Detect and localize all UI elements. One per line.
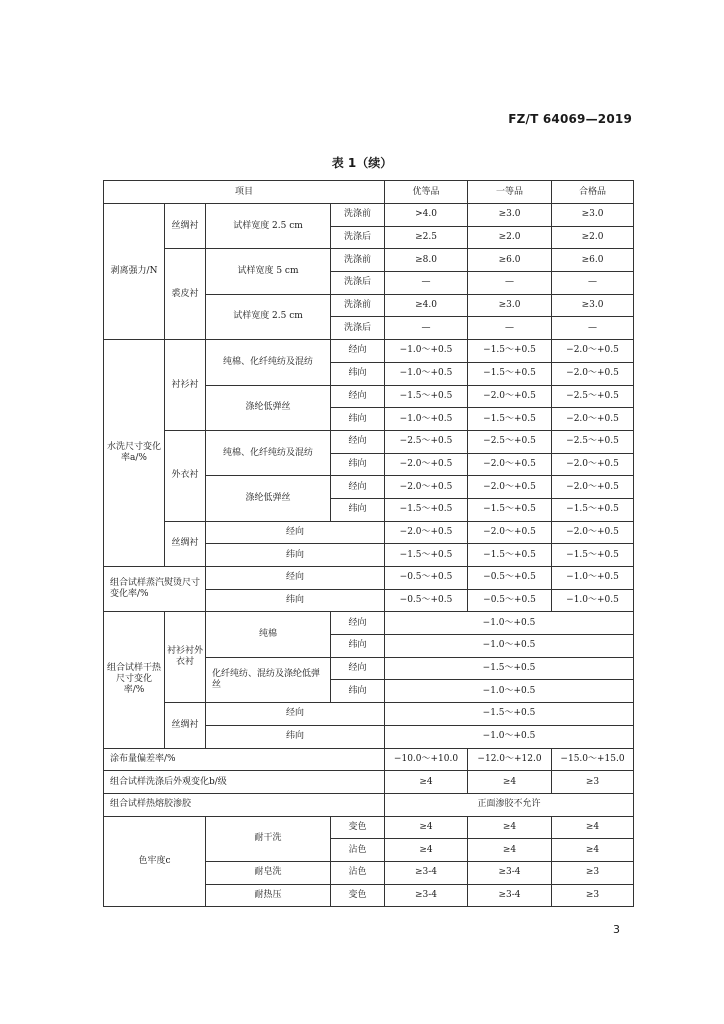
value-cell: −1.5～+0.5 bbox=[385, 657, 634, 680]
condition-before: 洗涤前 bbox=[331, 249, 385, 272]
value-cell: −2.0～+0.5 bbox=[385, 453, 468, 476]
color-dry-clean: 耐干洗 bbox=[206, 816, 331, 861]
direction-weft: 纬向 bbox=[331, 680, 385, 703]
value-cell: ≥3.0 bbox=[468, 294, 552, 317]
value-cell: ≥6.0 bbox=[468, 249, 552, 272]
table-row bbox=[104, 816, 634, 839]
value-cell: ≥2.0 bbox=[552, 226, 634, 249]
wash-label: 水洗尺寸变化率a/% bbox=[104, 340, 165, 567]
value-cell: −1.5～+0.5 bbox=[552, 498, 634, 521]
header-first: 一等品 bbox=[468, 181, 552, 204]
direction-weft: 纬向 bbox=[206, 589, 385, 612]
value-cell: — bbox=[385, 317, 468, 340]
value-cell: ≥4 bbox=[468, 771, 552, 794]
coating-dev-label: 涂布量偏差率/% bbox=[104, 748, 385, 771]
value-cell: −2.0～+0.5 bbox=[552, 362, 634, 385]
value-cell: −2.0～+0.5 bbox=[385, 521, 468, 544]
value-cell: −2.5～+0.5 bbox=[552, 430, 634, 453]
value-cell: ≥4 bbox=[385, 816, 468, 839]
table-row bbox=[104, 204, 634, 227]
value-cell: −1.5～+0.5 bbox=[385, 703, 634, 726]
value-cell: −2.0～+0.5 bbox=[552, 408, 634, 431]
direction-warp: 经向 bbox=[331, 476, 385, 499]
condition-after: 洗涤后 bbox=[331, 272, 385, 295]
wash-silk: 丝绸衬 bbox=[165, 521, 206, 566]
value-cell: — bbox=[385, 272, 468, 295]
value-cell: −10.0～+10.0 bbox=[385, 748, 468, 771]
value-cell: −0.5～+0.5 bbox=[468, 567, 552, 590]
wash-coat: 外衣衬 bbox=[165, 430, 206, 521]
value-cell: −1.0～+0.5 bbox=[385, 408, 468, 431]
value-cell: −1.5～+0.5 bbox=[552, 544, 634, 567]
color-change: 变色 bbox=[331, 816, 385, 839]
value-cell: ≥3 bbox=[552, 771, 634, 794]
value-cell: — bbox=[552, 317, 634, 340]
value-cell: −1.0～+0.5 bbox=[385, 340, 468, 363]
value-cell: −1.5～+0.5 bbox=[385, 385, 468, 408]
value-cell: — bbox=[468, 317, 552, 340]
value-cell: −2.5～+0.5 bbox=[385, 430, 468, 453]
value-cell: ≥4 bbox=[385, 771, 468, 794]
value-cell: — bbox=[468, 272, 552, 295]
value-cell: ≥3.0 bbox=[552, 294, 634, 317]
table-row bbox=[104, 612, 634, 635]
color-stain: 沾色 bbox=[331, 839, 385, 862]
value-cell: >4.0 bbox=[385, 204, 468, 227]
value-cell: −1.5～+0.5 bbox=[468, 498, 552, 521]
value-cell: −1.0～+0.5 bbox=[385, 635, 634, 658]
value-cell: ≥3-4 bbox=[385, 884, 468, 907]
value-cell: ≥3.0 bbox=[468, 204, 552, 227]
direction-warp: 经向 bbox=[206, 521, 385, 544]
wash-shirt: 衬衫衬 bbox=[165, 340, 206, 431]
peel-silk-width: 试样宽度 2.5 cm bbox=[206, 204, 331, 249]
value-cell: ≥3 bbox=[552, 861, 634, 884]
direction-warp: 经向 bbox=[206, 567, 385, 590]
value-cell: ≥3-4 bbox=[468, 861, 552, 884]
value-cell: −2.0～+0.5 bbox=[552, 476, 634, 499]
table-row bbox=[104, 340, 634, 363]
value-cell: −1.0～+0.5 bbox=[385, 612, 634, 635]
value-cell: 正面渗胶不允许 bbox=[385, 793, 634, 816]
value-cell: −0.5～+0.5 bbox=[385, 589, 468, 612]
direction-warp: 经向 bbox=[206, 703, 385, 726]
table-row bbox=[104, 249, 634, 272]
condition-after: 洗涤后 bbox=[331, 317, 385, 340]
value-cell: ≥6.0 bbox=[552, 249, 634, 272]
value-cell: −1.5～+0.5 bbox=[385, 498, 468, 521]
value-cell: −0.5～+0.5 bbox=[385, 567, 468, 590]
direction-weft: 纬向 bbox=[331, 498, 385, 521]
dry-heat-shirt-coat: 衬衫衬外衣衬 bbox=[165, 612, 206, 703]
dry-heat-chem: 化纤纯纺、混纺及涤纶低弹丝 bbox=[206, 657, 331, 702]
value-cell: −1.0～+0.5 bbox=[552, 589, 634, 612]
value-cell: ≥3.0 bbox=[552, 204, 634, 227]
table-row bbox=[104, 567, 634, 590]
table-row bbox=[104, 793, 634, 816]
value-cell: −1.5～+0.5 bbox=[468, 408, 552, 431]
value-cell: −1.5～+0.5 bbox=[385, 544, 468, 567]
wash-shirt-polyester: 涤纶低弹丝 bbox=[206, 385, 331, 430]
direction-warp: 经向 bbox=[331, 385, 385, 408]
color-change: 变色 bbox=[331, 884, 385, 907]
value-cell: ≥4.0 bbox=[385, 294, 468, 317]
table-row bbox=[104, 771, 634, 794]
direction-weft: 纬向 bbox=[331, 362, 385, 385]
header-qualified: 合格品 bbox=[552, 181, 634, 204]
direction-weft: 纬向 bbox=[206, 544, 385, 567]
value-cell: −2.0～+0.5 bbox=[552, 453, 634, 476]
table-row bbox=[104, 703, 634, 726]
value-cell: −2.5～+0.5 bbox=[552, 385, 634, 408]
table-row bbox=[104, 748, 634, 771]
direction-weft: 纬向 bbox=[206, 725, 385, 748]
value-cell: ≥4 bbox=[385, 839, 468, 862]
value-cell: ≥3-4 bbox=[468, 884, 552, 907]
value-cell: −2.0～+0.5 bbox=[468, 385, 552, 408]
dry-heat-label: 组合试样干热尺寸变化率/% bbox=[104, 612, 165, 748]
spec-table bbox=[103, 180, 634, 907]
table-row bbox=[104, 521, 634, 544]
color-soap-wash: 耐皂洗 bbox=[206, 861, 331, 884]
value-cell: −2.5～+0.5 bbox=[468, 430, 552, 453]
direction-warp: 经向 bbox=[331, 612, 385, 635]
value-cell: −2.0～+0.5 bbox=[552, 521, 634, 544]
value-cell: −1.0～+0.5 bbox=[385, 680, 634, 703]
peel-silk-lining: 丝绸衬 bbox=[165, 204, 206, 249]
page-number: 3 bbox=[613, 923, 620, 936]
dry-heat-silk: 丝绸衬 bbox=[165, 703, 206, 748]
value-cell: −1.0～+0.5 bbox=[552, 567, 634, 590]
value-cell: −1.5～+0.5 bbox=[468, 340, 552, 363]
peel-leather-lining: 裘皮衬 bbox=[165, 249, 206, 340]
value-cell: ≥4 bbox=[552, 839, 634, 862]
direction-warp: 经向 bbox=[331, 340, 385, 363]
value-cell: −1.5～+0.5 bbox=[468, 544, 552, 567]
wash-shirt-cotton: 纯棉、化纤纯纺及混纺 bbox=[206, 340, 331, 385]
dry-heat-cotton: 纯棉 bbox=[206, 612, 331, 657]
value-cell: — bbox=[552, 272, 634, 295]
color-fastness-label: 色牢度c bbox=[104, 816, 206, 907]
condition-before: 洗涤前 bbox=[331, 294, 385, 317]
appearance-label: 组合试样洗涤后外观变化b/级 bbox=[104, 771, 385, 794]
header-superior: 优等品 bbox=[385, 181, 468, 204]
value-cell: ≥2.5 bbox=[385, 226, 468, 249]
value-cell: −2.0～+0.5 bbox=[468, 453, 552, 476]
direction-warp: 经向 bbox=[331, 430, 385, 453]
value-cell: ≥4 bbox=[552, 816, 634, 839]
value-cell: −2.0～+0.5 bbox=[385, 476, 468, 499]
header-item: 项目 bbox=[104, 181, 385, 204]
direction-weft: 纬向 bbox=[331, 635, 385, 658]
standard-number: FZ/T 64069—2019 bbox=[508, 112, 632, 126]
direction-weft: 纬向 bbox=[331, 408, 385, 431]
direction-warp: 经向 bbox=[331, 657, 385, 680]
value-cell: −2.0～+0.5 bbox=[468, 521, 552, 544]
wash-coat-polyester: 涤纶低弹丝 bbox=[206, 476, 331, 521]
peel-leather-width5: 试样宽度 5 cm bbox=[206, 249, 331, 294]
value-cell: ≥3-4 bbox=[385, 861, 468, 884]
peel-leather-width25: 试样宽度 2.5 cm bbox=[206, 294, 331, 339]
steam-label: 组合试样蒸汽熨烫尺寸变化率/% bbox=[104, 567, 206, 612]
value-cell: −1.0～+0.5 bbox=[385, 725, 634, 748]
value-cell: −2.0～+0.5 bbox=[468, 476, 552, 499]
value-cell: −2.0～+0.5 bbox=[552, 340, 634, 363]
wash-coat-cotton: 纯棉、化纤纯纺及混纺 bbox=[206, 430, 331, 475]
color-hot-press: 耐热压 bbox=[206, 884, 331, 907]
value-cell: −12.0～+12.0 bbox=[468, 748, 552, 771]
value-cell: −1.5～+0.5 bbox=[468, 362, 552, 385]
value-cell: −1.0～+0.5 bbox=[385, 362, 468, 385]
value-cell: ≥8.0 bbox=[385, 249, 468, 272]
table-row bbox=[104, 430, 634, 453]
value-cell: −0.5～+0.5 bbox=[468, 589, 552, 612]
seepage-label: 组合试样热熔胶渗胶 bbox=[104, 793, 385, 816]
table-header-row bbox=[104, 181, 634, 204]
value-cell: ≥3 bbox=[552, 884, 634, 907]
peel-label: 剥离强力/N bbox=[104, 204, 165, 340]
direction-weft: 纬向 bbox=[331, 453, 385, 476]
table-caption: 表 1（续） bbox=[331, 156, 393, 170]
value-cell: ≥4 bbox=[468, 816, 552, 839]
value-cell: ≥4 bbox=[468, 839, 552, 862]
value-cell: ≥2.0 bbox=[468, 226, 552, 249]
color-stain: 沾色 bbox=[331, 861, 385, 884]
condition-after: 洗涤后 bbox=[331, 226, 385, 249]
condition-before: 洗涤前 bbox=[331, 204, 385, 227]
value-cell: −15.0～+15.0 bbox=[552, 748, 634, 771]
